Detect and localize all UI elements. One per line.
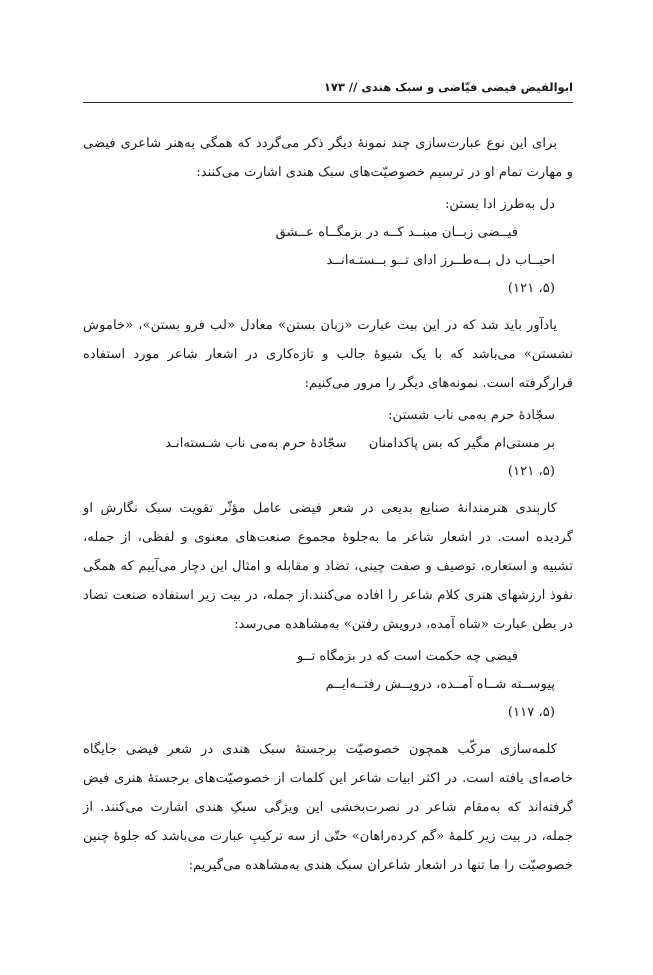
verse-hemistich-first: بر مستی‌ام مگیر که بس پاکدامنان <box>368 436 555 451</box>
paragraph: برای این نوع عبارت‌سازی چند نمونهٔ دیگر ذکر می‌گردد که همگی به‌هنر شاعری فیضی و مهارت تمام او در ترسیم خصوصیّت‌های سبک هندی اشارت می‌کنند: <box>83 136 573 180</box>
running-header: ابوالفیض فیضی فیّاضی و سبک هندی // ۱۷۳ <box>83 78 573 103</box>
verse-hemistich-second: سجّادهٔ حرم به‌می ناب شـسته‌انـد <box>165 436 347 451</box>
verse-reference: (۵، ۱۲۱) <box>507 464 555 479</box>
verse-hemistich-first: فیضی چه حکمت است که در بزمگاه تــو <box>297 649 518 664</box>
verse-line <box>83 430 573 458</box>
verse-reference: (۵، ۱۲۱) <box>507 281 555 296</box>
verse-reference: (۵، ۱۱۷) <box>507 705 555 720</box>
paragraph: کاربندی هنرمندانهٔ صنایع بدیعی در شعر فیضی عامل مؤثّر تقویت سبک نگارش او گردیده است. در اشعار شاعر ما به‌جلوهٔ مجموع صنعت‌های معنوی و لفظی، از جمله، تشبیه و استعاره، توصیف و صفت چینی، تضاد و مقابله و امثال این دچار می‌آییم که همگی نفوذ ارزشهای هنری کلام شاعر را افاده می‌کنند.از جمله، در بیت زیر استفاده صنعت تضاد در بطن عبارت «شاه آمده، درویش رفتن» به‌مشاهده می‌رسد: <box>83 501 573 632</box>
paragraph: کلمه‌سازی مرکّب همچون خصوصیّت برجستهٔ سبک هندی در شعر فیضی جایگاه خاصه‌ای یافته است. در اکثر ابیات شاعر این کلمات از خصوصیّت‌های برجستهٔ هنری فیض گرفته‌اند که به‌مقام شاعر در نصرت‌بخشی این ویژگی سبکِ هندی اشارت می‌کنند. از جمله، در بیت زیر کلمهٔ «گم کرده‌راهان» حتّی از سه ترکیبِ عبارت می‌باشد که جلوهٔ چنین خصوصیّت را ما تنها در اشعار شاعران سبک هندی به‌مشاهده می‌گیریم: <box>83 742 573 873</box>
phrase-heading: دل به‌طرز ادا بستن: <box>444 197 555 212</box>
document-page <box>83 78 573 884</box>
phrase-heading: سجّادهٔ حرم به‌می ناب شستن: <box>388 408 555 423</box>
paragraph: یادآور باید شد که در این بیت عبارت «زبان بستن» معادل «لب فرو بستن»، «خاموش نشستن» می‌باشد که با یک شیوهٔ جالب و تازه‌کاری در اشعار شاعر مورد استفاده قرارگرفته است. نمونه‌های دیگر را مرور می‌کنیم: <box>83 318 573 391</box>
verse-hemistich-second: احبــاب دل بــه‌طــرز ادای تــو بــستـه‌انــد <box>326 253 555 268</box>
verse-hemistich-second: پیوســته شــاه آمــده، درویــش رفتــه‌ایــم <box>325 677 555 692</box>
verse-hemistich-first: فیــضی زبــان مبنــد کــه در بزمگــاه عــشق <box>275 225 518 240</box>
